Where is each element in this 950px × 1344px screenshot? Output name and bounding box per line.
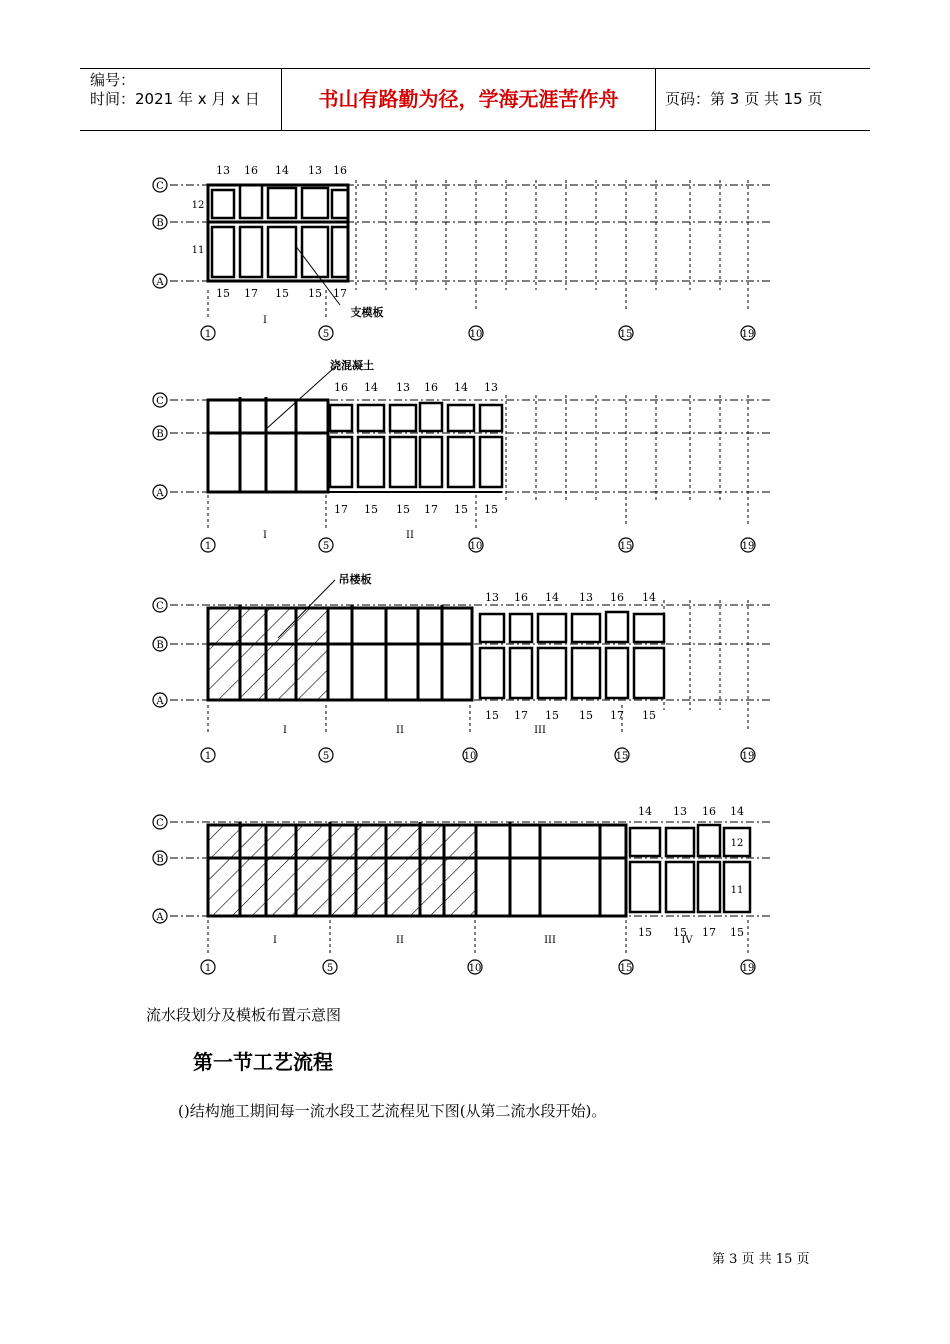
- axis-col-19-icon-label: 19: [741, 963, 755, 974]
- diagram-1: [170, 180, 770, 320]
- side-dimension-label: 12: [730, 838, 744, 849]
- bottom-dimension-label: 15: [638, 926, 652, 939]
- top-dimension-label: 16: [702, 805, 716, 818]
- time-label: 时间：2021 年 x 月 x 日: [90, 90, 260, 108]
- axis-col-10-icon-label: 10: [469, 329, 483, 340]
- document-header: [80, 68, 870, 131]
- side-dimension-label: 12: [191, 200, 205, 211]
- bottom-dimension-label: 15: [642, 709, 656, 722]
- header-divider: [655, 69, 656, 130]
- bottom-dimension-label: 17: [514, 709, 528, 722]
- top-dimension-label: 16: [333, 164, 347, 177]
- side-dimension-label: 11: [730, 885, 744, 896]
- annotation-formwork: 支模板: [350, 306, 384, 319]
- top-dimension-label: 16: [334, 381, 348, 394]
- axis-col-15-icon-label: 15: [619, 541, 633, 552]
- bottom-dimension-label: 15: [364, 503, 378, 516]
- section-label: II: [396, 935, 404, 946]
- bottom-dimension-label: 15: [308, 287, 322, 300]
- top-dimension-label: 16: [514, 591, 528, 604]
- top-dimension-label: 14: [545, 591, 559, 604]
- axis-col-15-icon-label: 15: [619, 963, 633, 974]
- side-dimension-label: 11: [191, 245, 205, 256]
- section-label: I: [283, 725, 287, 736]
- top-dimension-label: 16: [424, 381, 438, 394]
- bottom-dimension-label: 17: [610, 709, 624, 722]
- top-dimension-label: 13: [484, 381, 498, 394]
- bottom-dimension-label: 17: [334, 503, 348, 516]
- diagram-2: [170, 367, 770, 530]
- bottom-dimension-label: 15: [216, 287, 230, 300]
- axis-col-1-icon-label: 1: [204, 751, 212, 762]
- top-dimension-label: 13: [308, 164, 322, 177]
- axis-col-1-icon-label: 1: [204, 963, 212, 974]
- top-dimension-label: 13: [216, 164, 230, 177]
- page-info: 页码：第 3 页 共 15 页: [665, 90, 823, 108]
- header-motto: 书山有路勤为径，学海无涯苦作舟: [318, 87, 619, 111]
- bottom-dimension-label: 17: [333, 287, 347, 300]
- axis-col-10-icon-label: 10: [469, 541, 483, 552]
- axis-row-b-icon-label: B: [156, 854, 164, 865]
- bottom-dimension-label: 15: [275, 287, 289, 300]
- section-label: II: [396, 725, 404, 736]
- top-dimension-label: 16: [610, 591, 624, 604]
- top-dimension-label: 14: [642, 591, 656, 604]
- top-dimension-label: 13: [673, 805, 687, 818]
- axis-row-c-icon-label: C: [156, 601, 164, 612]
- axis-row-a-icon-label: A: [156, 696, 164, 707]
- axis-col-1-icon-label: 1: [204, 541, 212, 552]
- axis-col-15-icon-label: 15: [619, 329, 633, 340]
- section-heading: 第一节工艺流程: [193, 1050, 333, 1074]
- annotation-lift-slab: 吊楼板: [338, 573, 372, 586]
- top-dimension-label: 14: [638, 805, 652, 818]
- section-label: III: [544, 935, 556, 946]
- bottom-dimension-label: 15: [396, 503, 410, 516]
- bottom-dimension-label: 15: [454, 503, 468, 516]
- axis-row-c-icon-label: C: [156, 181, 164, 192]
- diagram-3: [170, 580, 770, 735]
- bottom-dimension-label: 17: [424, 503, 438, 516]
- axis-col-10-icon-label: 10: [468, 963, 482, 974]
- figure-caption: 流水段划分及模板布置示意图: [146, 1006, 342, 1024]
- axis-col-10-icon-label: 10: [463, 751, 477, 762]
- section-label: II: [406, 530, 414, 541]
- bottom-dimension-label: 15: [485, 709, 499, 722]
- axis-row-c-icon-label: C: [156, 396, 164, 407]
- axis-col-15-icon-label: 15: [615, 751, 629, 762]
- header-meta: [90, 71, 280, 109]
- annotation-pour-concrete: 浇混凝土: [330, 359, 374, 372]
- axis-col-1-icon-label: 1: [204, 329, 212, 340]
- axis-col-5-icon-label: 5: [322, 751, 330, 762]
- section-label: I: [263, 530, 267, 541]
- axis-col-19-icon-label: 19: [741, 329, 755, 340]
- axis-row-b-icon-label: B: [156, 218, 164, 229]
- axis-row-b-icon-label: B: [156, 640, 164, 651]
- axis-col-19-icon-label: 19: [741, 751, 755, 762]
- top-dimension-label: 14: [364, 381, 378, 394]
- axis-row-c-icon-label: C: [156, 818, 164, 829]
- section-label: I: [263, 315, 267, 326]
- bottom-dimension-label: 15: [484, 503, 498, 516]
- flow-section-diagram: [130, 150, 790, 994]
- top-dimension-label: 14: [730, 805, 744, 818]
- body-paragraph: ()结构施工期间每一流水段工艺流程见下图(从第二流水段开始)。: [178, 1102, 607, 1120]
- axis-col-5-icon-label: 5: [326, 963, 334, 974]
- axis-row-b-icon-label: B: [156, 429, 164, 440]
- bottom-dimension-label: 15: [730, 926, 744, 939]
- bottom-dimension-label: 17: [702, 926, 716, 939]
- section-label: I: [273, 935, 277, 946]
- axis-row-a-icon-label: A: [156, 277, 164, 288]
- axis-col-19-icon-label: 19: [741, 541, 755, 552]
- axis-col-5-icon-label: 5: [322, 329, 330, 340]
- axis-col-5-icon-label: 5: [322, 541, 330, 552]
- axis-row-a-icon-label: A: [156, 912, 164, 923]
- top-dimension-label: 13: [396, 381, 410, 394]
- bottom-dimension-label: 15: [545, 709, 559, 722]
- top-dimension-label: 14: [275, 164, 289, 177]
- section-label: IV: [681, 935, 693, 946]
- top-dimension-label: 13: [485, 591, 499, 604]
- bottom-dimension-label: 17: [244, 287, 258, 300]
- top-dimension-label: 16: [244, 164, 258, 177]
- page-footer: 第 3 页 共 15 页: [712, 1252, 810, 1267]
- axis-row-a-icon-label: A: [156, 488, 164, 499]
- bottom-dimension-label: 15: [579, 709, 593, 722]
- section-label: III: [534, 725, 546, 736]
- bottom-dimension-label: 15: [673, 926, 687, 939]
- top-dimension-label: 13: [579, 591, 593, 604]
- number-label: 编号：: [90, 71, 136, 89]
- top-dimension-label: 14: [454, 381, 468, 394]
